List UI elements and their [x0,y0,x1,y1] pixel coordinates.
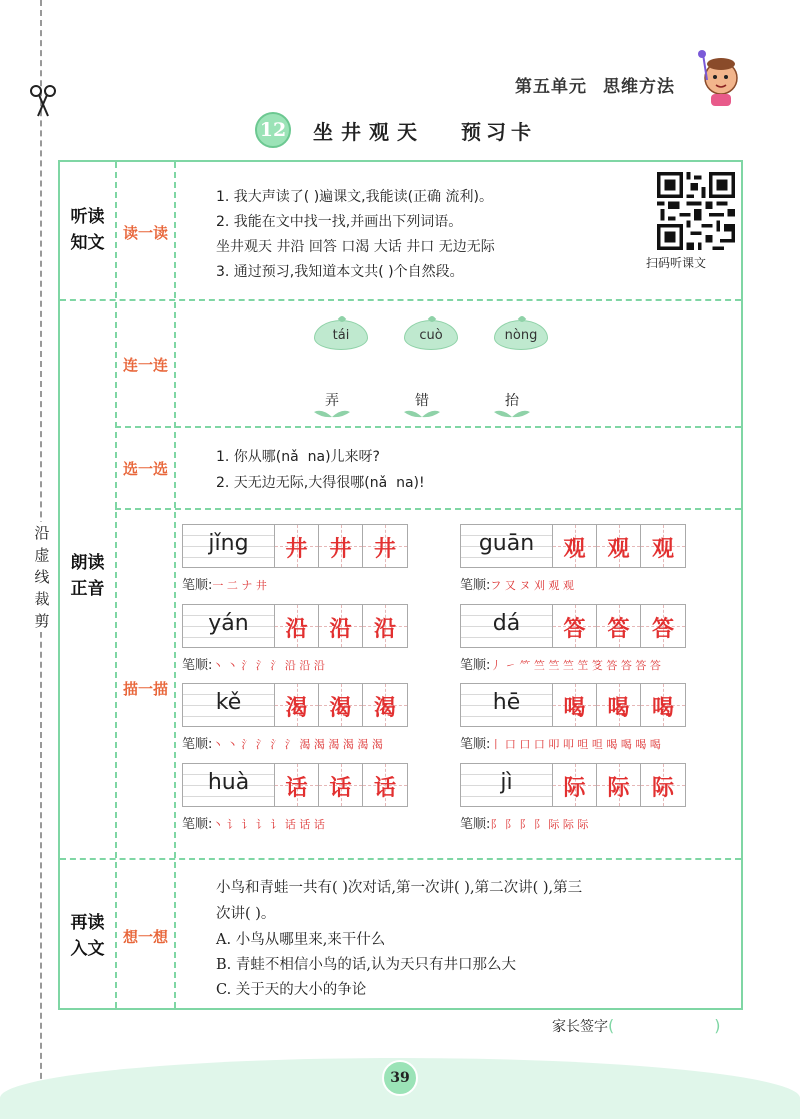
writing-grid [460,683,686,727]
trace-character: 沿 [373,616,396,642]
pinyin-peach[interactable]: nòng [494,320,548,350]
pinyin-cell [183,525,275,567]
writing-grid [182,763,408,807]
column-divider [115,162,117,1008]
trace-character: 答 [607,616,630,642]
qr-label: 扫码听课文 [646,256,707,270]
stroke-order [182,574,267,593]
pinyin-text: dá [492,611,521,636]
mascot-icon [695,50,741,108]
trace-character: 观 [651,536,674,562]
pinyin-text: hē [492,690,521,715]
trace-character: 话 [329,775,352,801]
pinyin-cell [461,764,553,806]
trace-character: 话 [373,775,396,801]
pinyin-peach[interactable]: tái [314,320,368,350]
character-cell[interactable] [597,684,641,726]
stroke-order-label: 笔顺: [182,658,213,673]
option-na-0[interactable]: na [307,449,326,465]
listen-question-3: 3. 通过预习,我知道本文共( )个自然段。 [216,264,464,280]
pinyin-cell [461,525,553,567]
trace-character: 际 [563,775,586,801]
pinyin-cell [183,764,275,806]
preview-card [58,160,743,1010]
section-label-line: 再读 [70,913,105,933]
pinyin-cell [183,605,275,647]
writing-grid [182,524,408,568]
section-label-read-aloud [60,550,115,602]
character-cell[interactable] [553,605,597,647]
section-label-line: 正音 [70,579,105,599]
character-leaf[interactable]: 错 [415,393,429,409]
reread-question-line2: 次讲( )。 [216,906,276,922]
character-cell[interactable] [319,605,363,647]
trace-character: 际 [607,775,630,801]
question-text: 1. 你从哪( [216,449,282,465]
stroke-sequence: 丶 丶 氵 氵 氵 氵 渴 渴 渴 渴 渴 渴 [212,738,383,751]
sub-label-connect: 连一连 [122,356,168,374]
stroke-order-label: 笔顺: [460,737,491,752]
character-cell[interactable] [363,605,407,647]
stroke-order [182,654,325,673]
trace-character: 喝 [563,695,586,721]
writing-grid [460,763,686,807]
listen-question-1: 1. 我大声读了( )遍课文,我能读(正确 流利)。 [216,189,494,205]
section-divider [60,858,741,860]
pinyin-text: yán [208,611,249,636]
pinyin-cell [183,684,275,726]
stroke-order-label: 笔顺: [182,737,213,752]
trace-character: 观 [607,536,630,562]
question-text: )儿来呀? [325,449,380,465]
character-leaf[interactable]: 抬 [505,393,519,409]
section-divider [60,299,741,301]
pinyin-cell [461,684,553,726]
stroke-order [460,574,574,593]
trace-character: 观 [563,536,586,562]
leaf-icon [400,408,444,418]
stroke-order [460,733,661,752]
signature-close-paren: ) [714,1016,721,1035]
stroke-order [460,813,588,832]
choose-question-2 [216,472,425,492]
trace-character: 沿 [329,616,352,642]
section-label-line: 听读 [70,207,105,227]
parent-signature-label: 家长签字 [552,1019,608,1035]
cut-instruction: 沿虚线裁剪 [30,522,54,632]
stroke-sequence: 丿 ㇀ ⺮ 竺 竺 竺 笁 笅 答 答 答 答 [490,659,661,672]
trace-character: 喝 [607,695,630,721]
parent-signature[interactable] [552,1016,721,1036]
page-number: 39 [382,1060,418,1096]
trace-character: 答 [563,616,586,642]
section-label-listen [60,204,115,256]
trace-character: 喝 [651,695,674,721]
column-divider [174,162,176,1008]
lesson-number: 12 [255,112,291,148]
trace-character: 答 [651,616,674,642]
sub-label-choose: 选一选 [122,460,168,478]
scissors-icon [28,84,58,118]
character-cell[interactable] [553,764,597,806]
writing-grid [460,524,686,568]
stroke-order-label: 笔顺: [182,578,213,593]
writing-grid [182,683,408,727]
qr-code-icon[interactable] [657,172,735,250]
stroke-sequence: フ 又 ヌ 刈 观 观 [490,579,574,592]
character-cell[interactable] [319,764,363,806]
trace-character: 渴 [285,695,308,721]
signature-open-paren: ( [608,1016,615,1035]
listen-question-2: 2. 我能在文中找一找,并画出下列词语。 [216,214,463,230]
section-label-line: 朗读 [70,553,105,573]
character-cell[interactable] [363,525,407,567]
question-text: 2. 天无边无际,大得很哪( [216,475,370,491]
reread-option-c: C. 关于天的大小的争论 [216,982,367,998]
character-cell[interactable] [597,764,641,806]
section-label-reread [60,910,115,962]
unit-topic: 思维方法 [603,77,675,97]
trace-character: 沿 [285,616,308,642]
trace-character: 话 [285,775,308,801]
sub-label-trace: 描一描 [122,680,168,698]
pinyin-text: jì [500,770,513,795]
stroke-order-label: 笔顺: [182,817,213,832]
card-title: 预习卡 [461,119,536,144]
option-na-0[interactable]: na [396,475,414,491]
stroke-order-label: 笔顺: [460,578,491,593]
trace-character: 渴 [373,695,396,721]
pinyin-text: kě [215,690,242,715]
character-cell[interactable] [553,684,597,726]
pinyin-peach[interactable]: cuò [404,320,458,350]
trace-character: 井 [329,536,352,562]
reread-option-a: A. 小鸟从哪里来,来干什么 [216,932,386,948]
trace-character: 际 [651,775,674,801]
reread-question-line1: 小鸟和青蛙一共有( )次对话,第一次讲( ),第二次讲( ),第三 [216,880,583,896]
trace-character: 井 [373,536,396,562]
character-cell[interactable] [363,684,407,726]
writing-grid [460,604,686,648]
stroke-order-label: 笔顺: [460,817,491,832]
character-cell[interactable] [319,684,363,726]
lesson-heading [255,112,536,148]
stroke-order [460,654,661,673]
stroke-order-label: 笔顺: [460,658,491,673]
lesson-title: 坐井观天 [313,119,425,144]
unit-name: 第五单元 [515,77,587,97]
question-text: )! [413,475,425,491]
stroke-sequence: 阝 阝 阝 阝 际 际 际 [490,818,589,831]
subsection-divider [115,508,741,510]
character-cell[interactable] [597,605,641,647]
pinyin-cell [461,605,553,647]
subsection-divider [115,426,741,428]
stroke-sequence: 丶 讠 讠 讠 讠 话 话 话 [212,818,325,831]
stroke-order [182,733,383,752]
trace-character: 渴 [329,695,352,721]
character-cell[interactable] [275,525,319,567]
character-cell[interactable] [553,525,597,567]
character-leaf[interactable]: 弄 [325,393,339,409]
writing-grid [182,604,408,648]
unit-title [515,72,675,97]
reread-option-b: B. 青蛙不相信小鸟的话,认为天只有井口那么大 [216,957,516,973]
sub-label-read: 读一读 [122,224,168,242]
sub-label-think: 想一想 [122,928,168,946]
character-cell[interactable] [597,525,641,567]
trace-character: 井 [285,536,308,562]
character-cell[interactable] [641,525,685,567]
listen-word-list: 坐井观天 井沿 回答 口渴 大话 井口 无边无际 [216,239,495,255]
option-na-3[interactable]: nǎ [281,449,299,465]
pinyin-text: guān [478,531,535,556]
section-label-line: 入文 [70,939,105,959]
character-cell[interactable] [641,684,685,726]
character-cell[interactable] [641,764,685,806]
stroke-sequence: 一 二 ナ 井 [212,579,267,592]
character-cell[interactable] [275,684,319,726]
option-na-3[interactable]: nǎ [369,475,388,491]
leaf-icon [490,408,534,418]
section-label-line: 知文 [70,233,105,253]
stroke-sequence: 丶 丶 氵 氵 氵 沿 沿 沿 [212,659,325,672]
character-cell[interactable] [641,605,685,647]
pinyin-text: huà [207,770,250,795]
character-cell[interactable] [363,764,407,806]
stroke-sequence: 丨 口 口 口 叩 叩 呾 呾 喝 喝 喝 喝 [490,738,661,751]
character-cell[interactable] [275,764,319,806]
character-cell[interactable] [319,525,363,567]
stroke-order [182,813,325,832]
choose-question-1 [216,446,380,466]
character-cell[interactable] [275,605,319,647]
leaf-icon [310,408,354,418]
pinyin-text: jǐng [208,531,249,556]
